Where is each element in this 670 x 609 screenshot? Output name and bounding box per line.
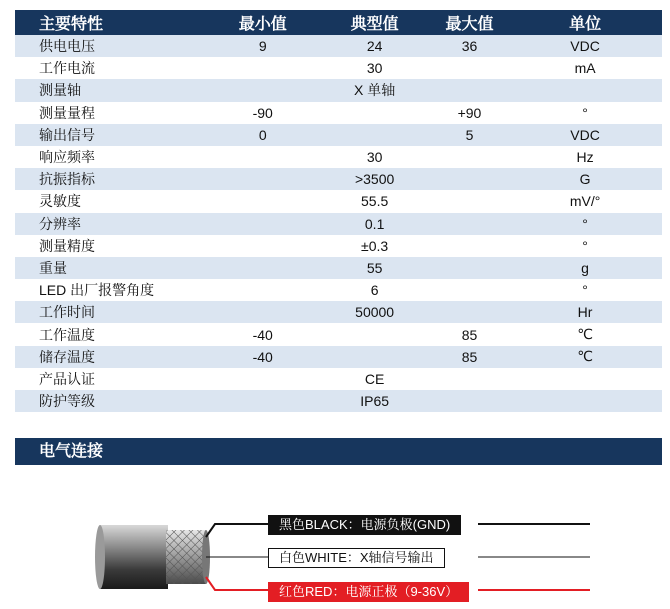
spec-feature-cell: 产品认证 (39, 370, 95, 387)
spec-min-cell: -90 (252, 104, 273, 121)
spec-typical-cell: ±0.3 (361, 237, 389, 254)
spec-unit-cell (508, 79, 662, 101)
spec-row (15, 390, 662, 412)
white-wire-label: 白色WHITE：X轴信号输出 (268, 548, 445, 568)
header-min: 最小值 (207, 10, 318, 35)
spec-max-cell (431, 301, 508, 323)
spec-min-cell: 9 (207, 35, 318, 57)
spec-typical-cell: IP65 (318, 390, 430, 412)
spec-unit-cell (508, 390, 662, 412)
spec-unit-cell: ℃ (577, 326, 593, 343)
spec-row (15, 35, 662, 57)
spec-max-cell (431, 279, 508, 301)
spec-unit-cell: VDC (508, 124, 662, 146)
spec-min-cell (207, 279, 318, 301)
spec-max-cell (431, 79, 508, 101)
spec-feature-cell: 测量精度 (39, 237, 95, 254)
spec-feature-cell: 输出信号 (15, 124, 207, 146)
spec-feature-cell: 重量 (15, 257, 207, 279)
spec-feature-cell: 储存温度 (15, 346, 207, 368)
header-unit: 单位 (508, 10, 662, 35)
spec-typical-cell (318, 346, 430, 368)
spec-typical-cell: 30 (366, 60, 383, 77)
spec-row (15, 257, 662, 279)
spec-min-cell (207, 390, 318, 412)
spec-row (15, 57, 662, 79)
spec-typical-cell: 30 (366, 149, 383, 166)
spec-unit-cell: mV/° (569, 193, 601, 210)
spec-min-cell (207, 301, 318, 323)
spec-min-cell (207, 168, 318, 190)
spec-max-cell (431, 368, 508, 390)
spec-max-cell: 85 (461, 326, 478, 343)
spec-unit-cell: ° (582, 104, 588, 121)
spec-max-cell (431, 146, 508, 168)
spec-unit-cell: Hz (576, 149, 594, 166)
spec-unit-cell: ° (582, 237, 588, 254)
spec-unit-cell: Hr (508, 301, 662, 323)
spec-typical-cell: >3500 (318, 168, 430, 190)
spec-max-cell (431, 257, 508, 279)
spec-feature-cell: 供电电压 (15, 35, 207, 57)
spec-feature-cell: 工作时间 (15, 301, 207, 323)
spec-row (15, 79, 662, 101)
black-wire-label: 黑色BLACK：电源负极(GND) (268, 515, 461, 535)
spec-typical-cell (318, 124, 430, 146)
spec-min-cell (207, 190, 318, 212)
spec-row (15, 213, 662, 235)
spec-feature-cell: 灵敏度 (39, 193, 81, 210)
spec-min-cell (207, 257, 318, 279)
spec-typical-cell: X 单轴 (318, 79, 430, 101)
spec-max-cell (431, 168, 508, 190)
spec-unit-cell: ° (508, 213, 662, 235)
spec-typical-cell: 55 (318, 257, 430, 279)
spec-unit-cell: G (508, 168, 662, 190)
spec-typical-cell (318, 323, 430, 345)
spec-row (15, 368, 662, 390)
spec-min-cell: 0 (207, 124, 318, 146)
spec-feature-cell: 工作电流 (39, 60, 95, 77)
spec-typical-cell: 24 (318, 35, 430, 57)
electrical-connection-header: 电气连接 (15, 438, 662, 465)
spec-min-cell (207, 235, 318, 257)
spec-row (15, 346, 662, 368)
spec-feature-cell: 分辨率 (15, 213, 207, 235)
spec-feature-cell: 测量轴 (15, 79, 207, 101)
header-max: 最大值 (431, 10, 508, 35)
spec-unit-cell: ℃ (508, 346, 662, 368)
spec-header-row (15, 10, 662, 35)
spec-row (15, 102, 662, 124)
spec-feature-cell: LED 出厂报警角度 (39, 282, 155, 299)
spec-min-cell (207, 368, 318, 390)
red-wire-label: 红色RED：电源正极（9-36V） (268, 582, 469, 602)
spec-row (15, 279, 662, 301)
spec-min-cell: -40 (252, 326, 273, 343)
spec-table-body (15, 35, 662, 412)
spec-typical-cell: CE (364, 370, 385, 387)
spec-min-cell (207, 146, 318, 168)
spec-min-cell (207, 57, 318, 79)
spec-row (15, 124, 662, 146)
spec-row (15, 190, 662, 212)
spec-row (15, 301, 662, 323)
spec-unit-cell: mA (574, 60, 596, 77)
spec-min-cell (207, 79, 318, 101)
spec-max-cell (431, 213, 508, 235)
spec-max-cell (431, 190, 508, 212)
spec-max-cell: 5 (431, 124, 508, 146)
spec-typical-cell (318, 102, 430, 124)
spec-unit-cell: g (508, 257, 662, 279)
spec-unit-cell (508, 368, 662, 390)
spec-max-cell (431, 235, 508, 257)
spec-typical-cell: 6 (370, 282, 379, 299)
spec-unit-cell: ° (582, 282, 588, 299)
spec-typical-cell: 50000 (318, 301, 430, 323)
spec-feature-cell: 防护等级 (15, 390, 207, 412)
cable-jacket (95, 525, 168, 589)
spec-feature-cell: 抗振指标 (15, 168, 207, 190)
spec-row (15, 168, 662, 190)
spec-feature-cell: 工作温度 (39, 326, 95, 343)
spec-table (15, 10, 662, 412)
spec-row (15, 235, 662, 257)
spec-typical-cell: 0.1 (318, 213, 430, 235)
spec-min-cell: -40 (207, 346, 318, 368)
header-feature: 主要特性 (15, 10, 207, 35)
spec-typical-cell: 55.5 (361, 193, 389, 210)
spec-min-cell (207, 213, 318, 235)
cable-braid-shield (166, 530, 210, 584)
spec-unit-cell: VDC (508, 35, 662, 57)
spec-feature-cell: 响应频率 (39, 149, 95, 166)
spec-max-cell (431, 57, 508, 79)
header-typical: 典型值 (318, 10, 430, 35)
spec-feature-cell: 测量量程 (39, 104, 95, 121)
spec-max-cell: 36 (431, 35, 508, 57)
spec-max-cell: 85 (431, 346, 508, 368)
spec-row (15, 146, 662, 168)
spec-max-cell (431, 390, 508, 412)
spec-max-cell: +90 (457, 104, 482, 121)
spec-row (15, 323, 662, 345)
